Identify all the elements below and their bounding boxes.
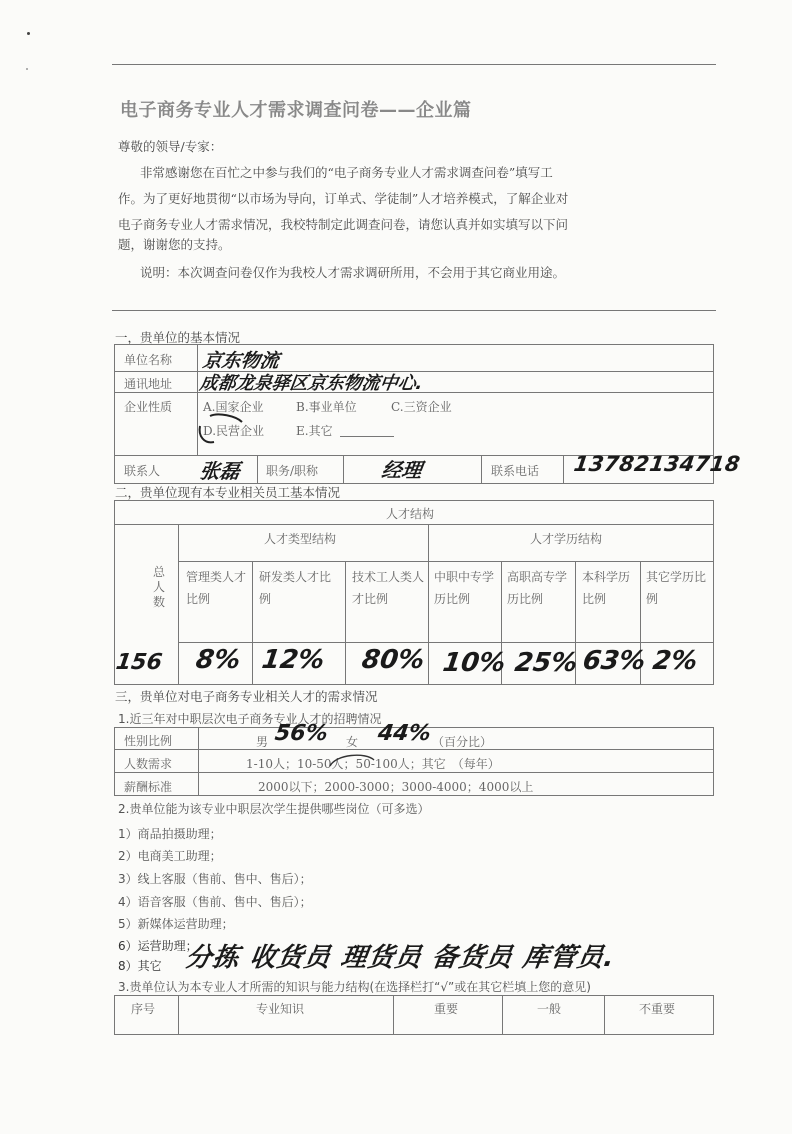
col-management: 管理类人才比例 [186,570,247,606]
q3-col-div [393,995,394,1035]
salary-label: 薪酬标准 [124,780,173,794]
position-2[interactable]: 2）电商美工助理； [118,849,222,863]
female-label: 女 [346,735,359,749]
value-secondary[interactable]: 10% [440,648,508,678]
salary-options[interactable]: 2000以下；2000-3000；3000-4000；4000以上 [258,780,534,794]
col-secondary-vocational: 中职中专学历比例 [434,570,495,606]
value-technical[interactable]: 80% [359,645,427,675]
total-label: 总人数 [152,565,165,609]
value-other[interactable]: 2% [650,646,700,676]
value-higher[interactable]: 25% [512,648,580,678]
scan-speck [26,68,28,70]
value-bachelor[interactable]: 63% [580,646,648,676]
question-3: 3.贵单位认为本专业人才所需的知识与能力结构(在选择栏打“√”或在其它栏填上您的意见) [118,980,591,994]
intro-line-3: 电子商务专业人才需求情况，我校特制定此调查问卷，请您认真并如实填写以下问 [118,217,569,232]
intro-line-4: 题，谢谢您的支持。 [118,237,231,252]
position-6[interactable]: 6）运营助理； [118,939,198,953]
demand-options[interactable]: 1-10人；10-50人；50-100人；其它 （每年） [246,757,500,771]
nature-option-c[interactable]: C.三资企业 [391,400,452,414]
nature-option-e[interactable]: E.其它 [296,424,333,438]
phone-div-2 [563,455,564,484]
position-1[interactable]: 1）商品拍摄助理； [118,827,222,841]
phone-value[interactable]: 13782134718 [572,452,742,476]
nature-label: 企业性质 [124,400,173,414]
position-value[interactable]: 经理 [380,458,424,482]
value-rnd[interactable]: 12% [259,645,327,675]
unit-name-value[interactable]: 京东物流 [201,350,281,372]
contact-div [257,455,258,484]
q3-col-div [502,995,503,1035]
q3-col-div [178,995,179,1035]
address-label: 通讯地址 [124,377,173,391]
demand-selection-mark [326,750,378,772]
position-4[interactable]: 4）语音客服（售前、售中、售后）； [118,895,312,909]
type-header: 人才类型结构 [264,532,337,546]
col-rnd: 研发类人才比例 [259,570,332,606]
structure-header: 人才结构 [386,507,435,521]
nature-other-blank[interactable] [340,436,394,437]
greeting: 尊敬的领导/专家： [118,139,223,154]
position-div [343,455,344,484]
total-value[interactable]: 156 [114,650,164,675]
col-bachelor: 本科学历比例 [582,570,631,606]
male-label: 男 [256,735,269,749]
position-5[interactable]: 5）新媒体运营助理； [118,917,234,931]
percent-note: （百分比） [432,735,493,749]
nature-option-d[interactable]: D.民营企业 [203,424,265,438]
contact-value[interactable]: 张磊 [198,459,242,483]
position-3[interactable]: 3）线上客服（售前、售中、售后）； [118,872,312,886]
scan-speck [27,32,30,35]
section1-title: 一，贵单位的基本情况 [115,330,241,345]
section2-title: 二，贵单位现有本专业相关员工基本情况 [115,485,341,500]
q1-label-div [198,727,199,796]
q3-header-unimportant: 不重要 [639,1002,676,1016]
position-label: 职务/职称 [266,464,319,478]
col-higher-vocational: 高职高专学历比例 [507,570,568,606]
col-other-edu: 其它学历比例 [646,570,707,606]
other-positions-value[interactable]: 分拣 收货员 理货员 备货员 库管员. [183,943,617,973]
contact-label: 联系人 [124,464,161,478]
position-8[interactable]: 8）其它 [118,959,162,973]
mid-rule [112,310,716,311]
q3-table [114,995,714,1035]
question-1: 1.近三年对中职层次电子商务专业人才的招聘情况 [118,712,382,726]
page-title: 电子商务专业人才需求调查问卷——企业篇 [120,100,472,121]
q3-header-index: 序号 [131,1002,156,1016]
subheader-row [178,524,714,562]
edu-header: 人才学历结构 [530,532,603,546]
phone-div [481,455,482,484]
gender-label: 性别比例 [124,734,173,748]
q3-header-normal: 一般 [537,1002,562,1016]
female-value[interactable]: 44% [376,721,433,746]
section3-title: 三，贵单位对电子商务专业相关人才的需求情况 [115,689,378,704]
address-value[interactable]: 成都龙泉驿区京东物流中心. [198,373,425,394]
value-management[interactable]: 8% [193,645,243,675]
q3-col-div [604,995,605,1035]
unit-name-label: 单位名称 [124,353,173,367]
note: 说明：本次调查问卷仅作为我校人才需求调研所用，不会用于其它商业用途。 [140,265,566,280]
q3-header-important: 重要 [434,1002,459,1016]
q3-header-knowledge: 专业知识 [256,1002,305,1016]
demand-label: 人数需求 [124,757,173,771]
nature-option-b[interactable]: B.事业单位 [296,400,357,414]
question-2: 2.贵单位能为该专业中职层次学生提供哪些岗位（可多选） [118,802,430,816]
top-rule [112,64,716,65]
nature-option-a[interactable]: A.国家企业 [203,400,264,414]
phone-label: 联系电话 [491,464,540,478]
col-technical: 技术工人类人才比例 [352,570,425,606]
nature-selection-mark [196,412,244,446]
male-value[interactable]: 56% [273,721,330,746]
intro-line-1: 非常感谢您在百忙之中参与我们的“电子商务专业人才需求调查问卷”填写工 [140,165,553,180]
intro-line-2: 作。为了更好地贯彻“以市场为导向，订单式、学徒制”人才培养模式，了解企业对 [118,191,569,206]
